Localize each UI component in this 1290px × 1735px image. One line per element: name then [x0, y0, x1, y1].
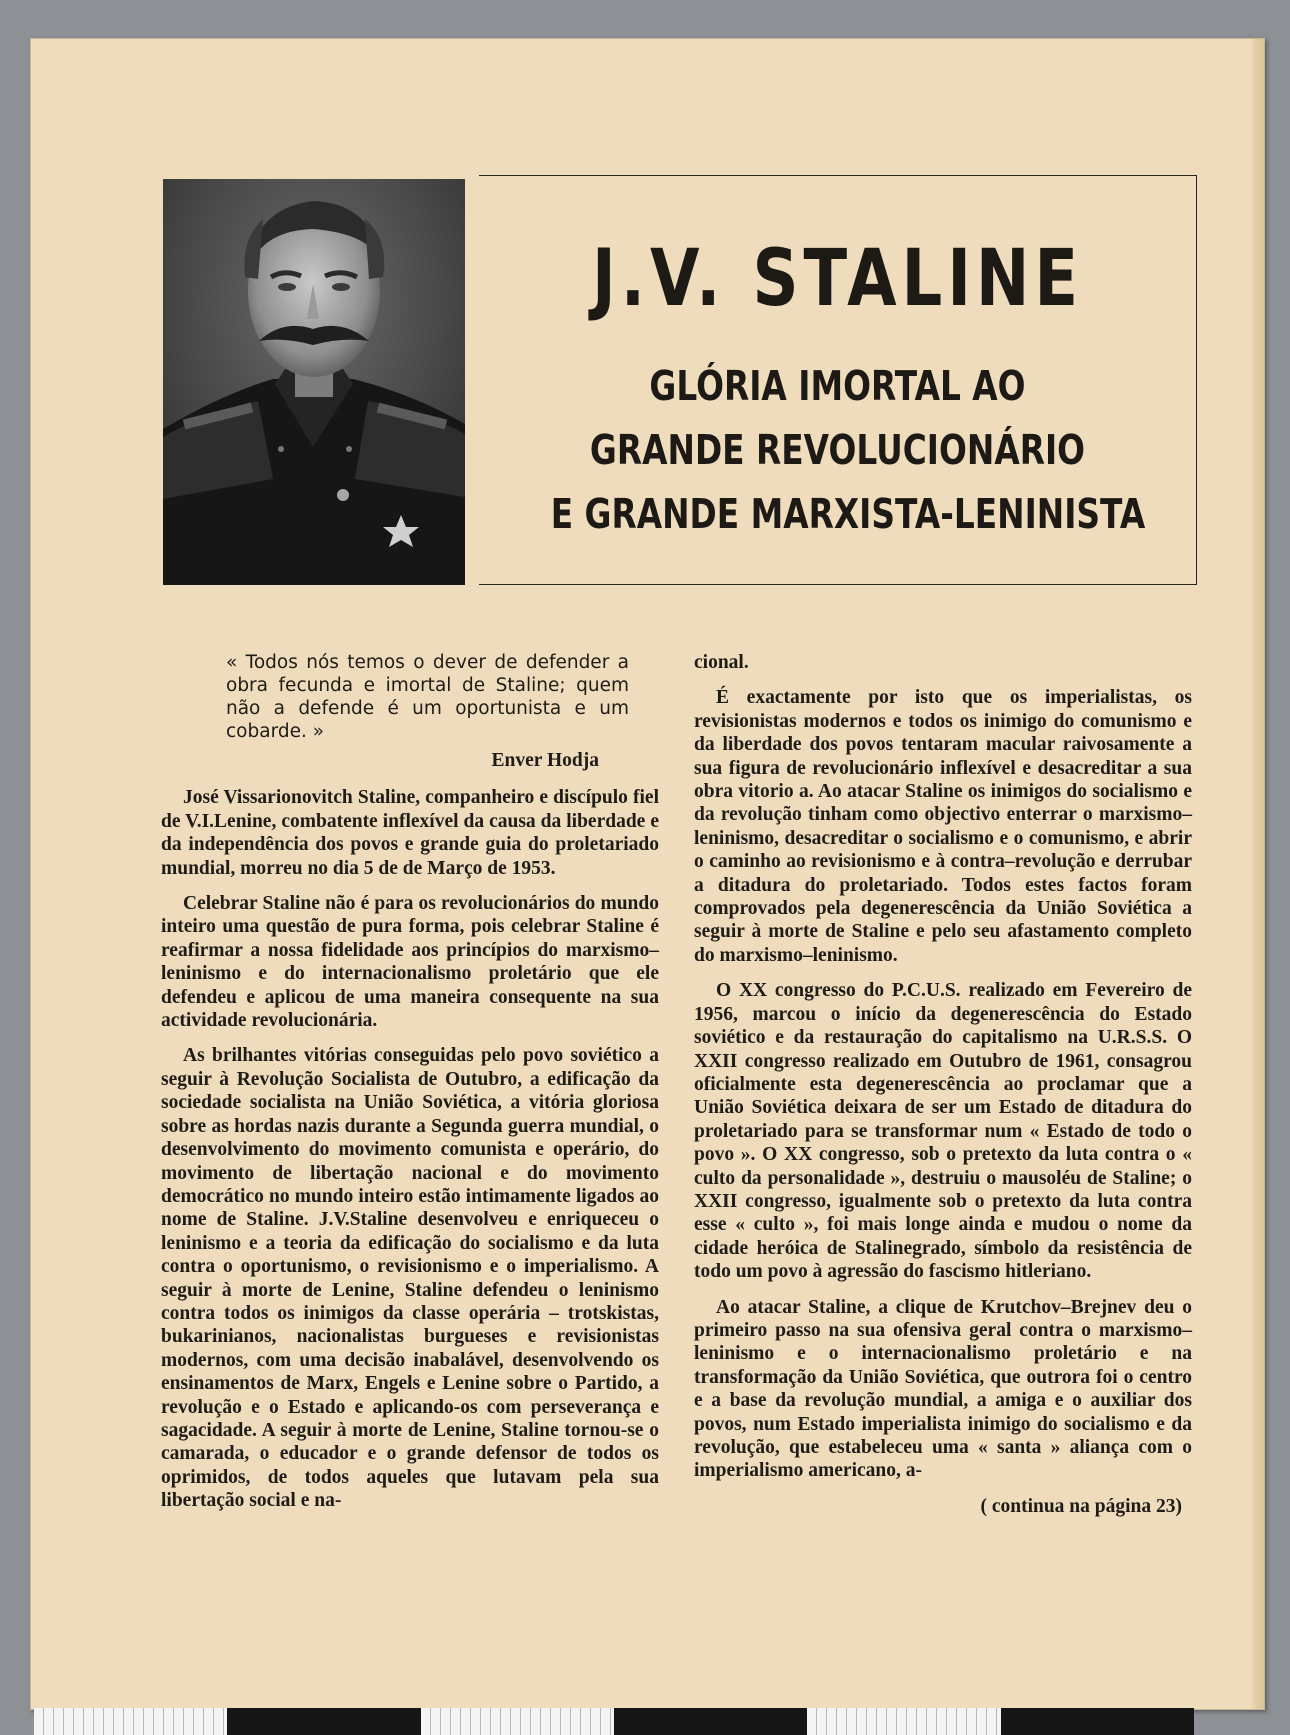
article-paragraph: Celebrar Staline não é para os revolucionários do mundo inteiro uma questão de pura forma, pois celebrar Staline é reafirmar a nossa fidelidade aos princípios do marxismo–leninismo e do internacionalismo proletário que ele defendeu e aplicou de uma maneira consequente na sua actividade revolucionária. [161, 893, 659, 1032]
subtitle-line: E GRANDE MARXISTA-LENINISTA [550, 490, 1146, 538]
continuation-note: ( continua na página 23) [980, 1495, 1182, 1517]
ruler-segment [807, 1708, 1000, 1735]
ruler-segment [614, 1708, 807, 1735]
portrait-photo [163, 179, 465, 585]
headline-subtitle [479, 318, 1196, 546]
ruler-segment [227, 1708, 420, 1735]
page-edge [1250, 39, 1264, 1709]
article-paragraph: As brilhantes vitórias conseguidas pelo povo soviético a seguir à Revolução Socialista de Outubro, a edificação da sociedade socialista na União Soviética, a vitória gloriosa sobre as hordas nazis durante a Segunda guerra mundial, o desenvolvimento do movimento comunista e operário, do movimento de libertação nacional e do movimento democrático no mundo inteiro estão intimamente ligados ao nome de Staline. J.V.Staline desenvolveu e enriqueceu o leninismo e a teoria da edificação do socialismo e da luta contra o oportunismo, o revisionismo e o imperialismo. A seguir à morte de Lenine, Staline defendeu o leninismo contra todos os inimigos da classe operária – trotskistas, bukarinianos, nacionalistas burgueses e revisionistas modernos, com uma decisão inabalável, desenvolvendo os ensinamentos de Marx, Engels e Lenine sobre o Partido, a revolução e o Estado e aplicando-os com perseverança e sagacidade. A seguir à morte de Lenine, Staline tornou-se o camarada, o educador e o grande defensor de todos os oprimidos, de todos aqueles que lutavam pela sua libertação social e na- [161, 1045, 659, 1512]
article-paragraph: É exactamente por isto que os imperialistas, os revisionistas modernos e todos os inimigo do comunismo e da liberdade dos povos tentaram macular raivosamente a sua figura de revolucionário inflexível e desacreditar a sua obra vitorio a. Ao atacar Staline os inimigos do socialismo e da revolução tinham como objectivo enterrar o marxismo–leninismo, desacreditar o socialismo e o comunismo, e abrir o caminho ao revisionismo e à contra–revolução e derrubar a ditadura do proletariado. Todos estes factos foram comprovados pela degenerescência da União Soviética a seguir à morte de Staline e pelo seu afastamento completo do marxismo–leninismo. [694, 687, 1192, 966]
article-paragraph: cional. [694, 652, 749, 673]
article-paragraph: José Vissarionovitch Staline, companheiro e discípulo fiel de V.I.Lenine, combatente inflexível da causa da liberdade e da independência dos povos e grande guia do proletariado mundial, morreu no dia 5 de de Março de 1953. [161, 787, 659, 879]
article-column-left [161, 651, 659, 1525]
epigraph-quote: « Todos nós temos o dever de defender a obra fecunda e imortal de Staline; quem não a defende é um oportunista e um cobarde. » [226, 652, 629, 742]
article-paragraph: Ao atacar Staline, a clique de Krutchov–Brejnev deu o primeiro passo na sua ofensiva geral contra o marxismo–leninismo e o internacionalismo proletário e na transformação da União Soviética, que outrora foi o centro e a base da revolução mundial, a amiga e o auxiliar dos povos, num Estado imperialista inimigo do socialismo e da revolução, que estabeleceu uma « santa » aliança com o imperialismo americano, a- [694, 1296, 1192, 1482]
ruler-segment [1001, 1708, 1194, 1735]
scale-ruler [34, 1708, 1194, 1735]
headline-title: J.V. STALINE [592, 234, 1083, 324]
portrait-illustration [163, 179, 465, 585]
epigraph-author: Enver Hodja [491, 750, 599, 771]
subtitle-line: GRANDE REVOLUCIONÁRIO [589, 426, 1086, 474]
ruler-segment [34, 1708, 227, 1735]
magazine-page [30, 38, 1265, 1710]
ruler-segment [421, 1708, 614, 1735]
subtitle-line: GLÓRIA IMORTAL AO [649, 362, 1026, 410]
headline-box [479, 175, 1197, 585]
article-column-right [694, 651, 1192, 1518]
article-paragraph: O XX congresso do P.C.U.S. realizado em Fevereiro de 1956, marcou o início da degenerescência do Estado soviético e da restauração do capitalismo na U.R.S.S. O XXII congresso realizado em Outubro de 1961, consagrou oficialmente esta degenerescência ao proclamar que a União Soviética deixara de ser um Estado de ditadura do proletariado para se transformar num « Estado de todo o povo ». O XX congresso, sob o pretexto da luta contra o « culto da personalidade », destruiu o mausoléu de Staline; o XXII congresso, igualmente sob o pretexto da luta contra esse « culto », foi mais longe ainda e mudou o nome da cidade heróica de Stalinegrado, símbolo da resistência de todo um povo à agressão do fascismo hitleriano. [694, 980, 1192, 1283]
